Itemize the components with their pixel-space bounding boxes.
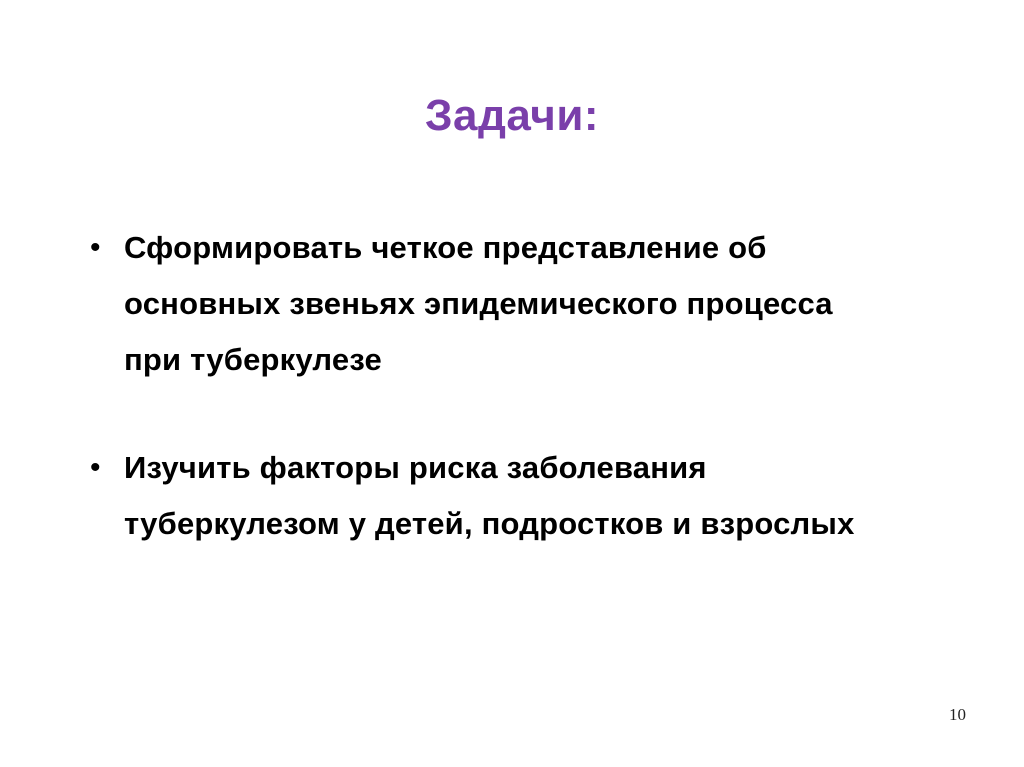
- page-number: 10: [949, 705, 966, 724]
- bullet-point-icon: •: [90, 231, 101, 264]
- bullet-list: [78, 220, 938, 604]
- page-title: Задачи:: [424, 91, 600, 140]
- list-item-text: Сформировать четкое представление об основных звеньях эпидемического процесса при туберкулезе: [124, 230, 833, 377]
- list-item-text: Изучить факторы риска заболевания туберкулезом у детей, подростков и взрослых: [124, 450, 855, 541]
- list-item: [78, 440, 938, 552]
- list-item: [78, 220, 938, 388]
- bullet-point-icon: •: [90, 451, 101, 484]
